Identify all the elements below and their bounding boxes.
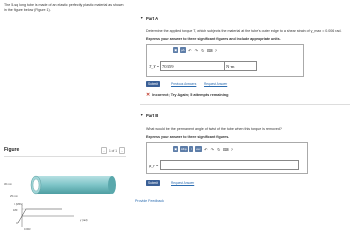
incorrect-x-icon: ✕: [146, 92, 151, 98]
stress-strain-curve: [22, 209, 62, 216]
pager-text: 1 of 1: [109, 148, 117, 153]
next-figure-button[interactable]: ›: [119, 147, 125, 154]
vector-button[interactable]: vec: [195, 147, 201, 151]
part-a-value-input[interactable]: 70359: [160, 61, 225, 71]
prev-figure-button[interactable]: ‹: [101, 147, 107, 154]
tube-illustration: [30, 173, 118, 197]
part-a-unit-input[interactable]: N·m: [224, 61, 257, 71]
templates-button[interactable]: ▣: [174, 48, 178, 52]
part-b-instruction: What would be the permanent angle of twist of the tube when this torque is removed?: [146, 127, 282, 131]
part-b-submit-button[interactable]: Submit: [148, 181, 158, 185]
part-separator: [140, 104, 350, 105]
part-b-title: Part B: [146, 113, 159, 118]
symbols-button[interactable]: ΑΣφ: [180, 147, 187, 151]
tube-body: [36, 176, 112, 194]
templates-button-b[interactable]: ▣: [174, 147, 178, 151]
units-button[interactable]: μA: [180, 48, 185, 52]
inner-radius-label: 25 mm: [10, 195, 18, 198]
stress-strain-curve-neg: [16, 216, 22, 223]
keyboard-icon[interactable]: ⌨: [206, 47, 213, 53]
subscript-button[interactable]: ↕: [190, 147, 193, 151]
tau-value-label: 180: [13, 209, 18, 212]
figure-pager: [101, 147, 125, 154]
provide-feedback-link[interactable]: Provide Feedback: [135, 199, 164, 203]
keyboard-icon-b[interactable]: ⌨: [222, 146, 229, 152]
part-a-submit-button[interactable]: Submit: [148, 82, 158, 86]
redo-icon-b[interactable]: ↷: [210, 146, 214, 152]
undo-icon[interactable]: ↶: [188, 47, 192, 53]
redo-icon[interactable]: ↷: [194, 47, 198, 53]
part-a-feedback: [146, 92, 228, 98]
part-a-collapse-icon[interactable]: ▼: [140, 16, 144, 20]
outer-radius-label: 30 mm: [4, 183, 12, 186]
part-b-format: Express your answer to three significant figures.: [146, 135, 230, 139]
undo-icon-b[interactable]: ↶: [204, 146, 208, 152]
part-b-request-answer-link[interactable]: Request Answer: [171, 181, 195, 185]
previous-answers-link[interactable]: Previous Answers: [171, 82, 197, 86]
left-panel: [0, 0, 130, 233]
figure-header: Figure: [4, 147, 20, 153]
part-b-value-input[interactable]: [160, 160, 299, 170]
gamma-axis-label: γ (rad): [80, 219, 88, 222]
part-b-answer-label: φ_r =: [149, 163, 159, 168]
tube-bore: [33, 179, 39, 191]
tube-end-right: [108, 176, 116, 194]
part-b-collapse-icon[interactable]: ▼: [140, 113, 144, 117]
part-a-toolbar: [173, 47, 218, 53]
part-a-format: Express your answer to three significant figures and include appropriate units.: [146, 37, 281, 41]
part-a-request-answer-link[interactable]: Request Answer: [204, 82, 228, 86]
part-b-toolbar: [173, 146, 234, 152]
help-icon-b[interactable]: ?: [230, 146, 233, 152]
stress-strain-diagram: [16, 203, 76, 230]
problem-statement: The 5-sq long tube is made of an elastic perfectly plastic material as shown in the figure below (Figure 1).: [4, 3, 124, 12]
reset-icon[interactable]: ↻: [201, 47, 205, 53]
tau-axis-label: τ (MPa): [14, 203, 23, 206]
part-a-title: Part A: [146, 16, 159, 21]
part-a-answer-label: T_Y =: [149, 64, 160, 69]
part-a-instruction: Determine the applied torque T, which subjects the material at the tube's outer edge to a shear strain of γ_max = 0.006 rad.: [146, 29, 342, 33]
figure-divider: [4, 156, 126, 157]
reset-icon-b[interactable]: ↻: [217, 146, 221, 152]
feedback-text: Incorrect; Try Again; 5 attempts remaining: [152, 93, 229, 97]
right-panel: [135, 0, 350, 233]
help-icon[interactable]: ?: [214, 47, 217, 53]
gamma-value-label: 0.003: [24, 228, 31, 231]
